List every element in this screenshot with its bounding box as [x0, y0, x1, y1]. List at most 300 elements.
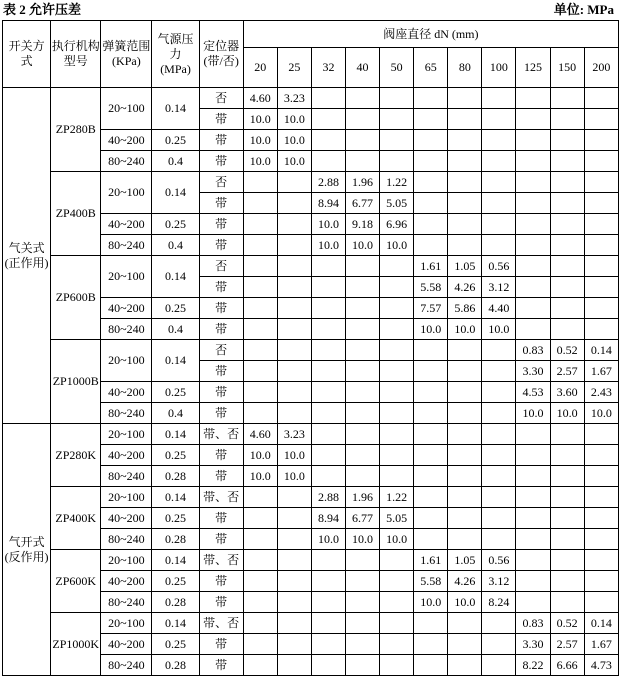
value-cell: 10.0 — [380, 529, 414, 550]
value-cell: 0.56 — [482, 256, 516, 277]
value-cell — [243, 655, 277, 676]
value-cell — [414, 88, 448, 109]
value-cell — [584, 487, 618, 508]
value-cell — [346, 613, 380, 634]
value-cell — [482, 361, 516, 382]
value-cell: 0.83 — [516, 613, 550, 634]
value-cell — [243, 613, 277, 634]
value-cell: 0.52 — [550, 613, 584, 634]
table-body — [3, 88, 619, 676]
diameter-header-cell: 100 — [482, 48, 516, 88]
value-cell: 8.24 — [482, 592, 516, 613]
value-cell — [516, 256, 550, 277]
value-cell — [448, 214, 482, 235]
value-cell — [346, 382, 380, 403]
value-cell: 8.22 — [516, 655, 550, 676]
value-cell — [311, 361, 345, 382]
air-pressure-cell: 0.14 — [152, 424, 199, 445]
spring-range-label: 弹簧范围 — [102, 39, 151, 53]
value-cell — [277, 403, 311, 424]
table-row — [3, 256, 619, 277]
value-cell: 3.12 — [482, 277, 516, 298]
value-cell — [380, 151, 414, 172]
value-cell: 6.96 — [380, 214, 414, 235]
value-cell — [414, 529, 448, 550]
value-cell — [550, 151, 584, 172]
value-cell — [311, 130, 345, 151]
spring-range-cell: 40~200 — [101, 298, 152, 319]
value-cell — [243, 487, 277, 508]
air-pressure-cell: 0.14 — [152, 340, 199, 382]
value-cell — [380, 592, 414, 613]
value-cell: 6.77 — [346, 193, 380, 214]
value-cell — [448, 130, 482, 151]
model-cell: ZP280B — [51, 88, 101, 172]
value-cell: 10.0 — [448, 592, 482, 613]
value-cell — [448, 235, 482, 256]
value-cell — [277, 634, 311, 655]
value-cell — [448, 193, 482, 214]
value-cell — [346, 571, 380, 592]
air-pressure-cell: 0.25 — [152, 214, 199, 235]
value-cell — [448, 655, 482, 676]
value-cell — [516, 445, 550, 466]
positioner-cell: 带 — [199, 151, 243, 172]
value-cell: 1.96 — [346, 487, 380, 508]
value-cell: 10.0 — [277, 466, 311, 487]
value-cell — [380, 361, 414, 382]
value-cell — [380, 550, 414, 571]
value-cell — [380, 655, 414, 676]
spring-range-cell: 40~200 — [101, 382, 152, 403]
value-cell: 10.0 — [380, 235, 414, 256]
diameter-header-cell: 150 — [550, 48, 584, 88]
value-cell — [311, 403, 345, 424]
value-cell — [380, 130, 414, 151]
value-cell — [414, 466, 448, 487]
value-cell — [346, 340, 380, 361]
unit-value: MPa — [587, 2, 614, 17]
value-cell: 10.0 — [311, 235, 345, 256]
value-cell — [311, 550, 345, 571]
value-cell — [550, 592, 584, 613]
value-cell — [482, 613, 516, 634]
value-cell — [346, 403, 380, 424]
value-cell — [448, 382, 482, 403]
spring-range-cell: 20~100 — [101, 340, 152, 382]
value-cell — [380, 403, 414, 424]
value-cell — [584, 298, 618, 319]
value-cell — [277, 340, 311, 361]
value-cell — [482, 487, 516, 508]
value-cell — [243, 529, 277, 550]
value-cell — [277, 193, 311, 214]
value-cell — [516, 277, 550, 298]
value-cell: 2.57 — [550, 634, 584, 655]
value-cell: 3.12 — [482, 571, 516, 592]
value-cell — [584, 592, 618, 613]
title-bar — [0, 0, 620, 20]
table-row — [3, 88, 619, 109]
spring-range-cell: 20~100 — [101, 172, 152, 214]
value-cell — [243, 214, 277, 235]
value-cell — [277, 172, 311, 193]
air-pressure-cell: 0.28 — [152, 655, 199, 676]
value-cell — [311, 424, 345, 445]
value-cell — [277, 235, 311, 256]
diameter-header-cell: 80 — [448, 48, 482, 88]
value-cell — [277, 256, 311, 277]
value-cell — [482, 382, 516, 403]
value-cell — [448, 109, 482, 130]
value-cell: 10.0 — [277, 109, 311, 130]
positioner-cell: 带 — [199, 529, 243, 550]
value-cell — [243, 508, 277, 529]
value-cell — [516, 130, 550, 151]
col-header-seat-diameter: 阀座直径 dN (mm) — [243, 21, 618, 48]
value-cell — [277, 655, 311, 676]
air-pressure-cell: 0.25 — [152, 508, 199, 529]
value-cell — [482, 109, 516, 130]
value-cell: 2.43 — [584, 382, 618, 403]
value-cell — [550, 109, 584, 130]
value-cell: 1.22 — [380, 172, 414, 193]
value-cell — [414, 424, 448, 445]
table-row — [3, 172, 619, 193]
value-cell: 10.0 — [584, 403, 618, 424]
value-cell — [414, 445, 448, 466]
positioner-cell: 带、否 — [199, 487, 243, 508]
value-cell — [380, 445, 414, 466]
air-pressure-cell: 0.25 — [152, 571, 199, 592]
value-cell — [482, 424, 516, 445]
value-cell: 0.56 — [482, 550, 516, 571]
value-cell — [516, 592, 550, 613]
value-cell — [277, 214, 311, 235]
value-cell — [346, 592, 380, 613]
value-cell: 10.0 — [243, 109, 277, 130]
spring-range-cell: 40~200 — [101, 130, 152, 151]
value-cell — [277, 508, 311, 529]
model-cell: ZP1000K — [51, 613, 101, 676]
value-cell — [584, 193, 618, 214]
value-cell — [414, 235, 448, 256]
switch-mode-cell: 气开式(反作用) — [3, 424, 51, 676]
spring-range-cell: 40~200 — [101, 634, 152, 655]
value-cell — [311, 298, 345, 319]
value-cell — [380, 256, 414, 277]
value-cell — [448, 361, 482, 382]
positioner-cell: 带 — [199, 655, 243, 676]
value-cell — [550, 130, 584, 151]
value-cell — [584, 151, 618, 172]
value-cell — [482, 466, 516, 487]
value-cell: 1.22 — [380, 487, 414, 508]
value-cell — [380, 277, 414, 298]
value-cell — [311, 256, 345, 277]
value-cell: 4.26 — [448, 571, 482, 592]
air-pressure-label: 气源压力 — [157, 31, 194, 61]
positioner-cell: 带 — [199, 277, 243, 298]
value-cell: 10.0 — [243, 466, 277, 487]
diameter-header-cell: 50 — [380, 48, 414, 88]
positioner-cell: 带、否 — [199, 550, 243, 571]
value-cell: 4.60 — [243, 88, 277, 109]
value-cell — [414, 613, 448, 634]
value-cell — [516, 109, 550, 130]
value-cell — [243, 403, 277, 424]
diameter-header-cell: 125 — [516, 48, 550, 88]
value-cell — [482, 130, 516, 151]
spring-range-cell: 20~100 — [101, 487, 152, 508]
value-cell — [550, 235, 584, 256]
value-cell — [380, 340, 414, 361]
value-cell — [550, 172, 584, 193]
positioner-cell: 带 — [199, 592, 243, 613]
value-cell: 7.57 — [414, 298, 448, 319]
value-cell — [584, 508, 618, 529]
table-row — [3, 550, 619, 571]
value-cell — [482, 508, 516, 529]
value-cell — [277, 277, 311, 298]
air-pressure-cell: 0.14 — [152, 613, 199, 634]
spring-range-cell: 20~100 — [101, 424, 152, 445]
positioner-cell: 否 — [199, 340, 243, 361]
value-cell — [482, 403, 516, 424]
spring-range-cell: 80~240 — [101, 319, 152, 340]
value-cell — [448, 487, 482, 508]
value-cell — [584, 214, 618, 235]
value-cell — [448, 172, 482, 193]
value-cell — [448, 403, 482, 424]
positioner-cell: 带 — [199, 298, 243, 319]
value-cell — [448, 466, 482, 487]
value-cell — [482, 193, 516, 214]
col-header-positioner: 定位器(带/否) — [199, 21, 243, 88]
value-cell — [448, 151, 482, 172]
value-cell — [584, 277, 618, 298]
value-cell — [448, 424, 482, 445]
value-cell: 5.05 — [380, 508, 414, 529]
positioner-cell: 带 — [199, 634, 243, 655]
spring-range-cell: 80~240 — [101, 655, 152, 676]
value-cell — [550, 487, 584, 508]
value-cell — [380, 382, 414, 403]
value-cell — [346, 130, 380, 151]
value-cell — [516, 214, 550, 235]
value-cell: 8.94 — [311, 508, 345, 529]
model-cell: ZP1000B — [51, 340, 101, 424]
positioner-cell: 否 — [199, 172, 243, 193]
value-cell: 1.05 — [448, 256, 482, 277]
value-cell: 10.0 — [277, 151, 311, 172]
value-cell — [516, 88, 550, 109]
value-cell — [448, 88, 482, 109]
value-cell — [482, 235, 516, 256]
value-cell — [584, 529, 618, 550]
value-cell: 3.60 — [550, 382, 584, 403]
value-cell — [311, 634, 345, 655]
value-cell: 10.0 — [448, 319, 482, 340]
value-cell: 10.0 — [482, 319, 516, 340]
value-cell: 10.0 — [277, 130, 311, 151]
value-cell: 6.66 — [550, 655, 584, 676]
spring-range-cell: 40~200 — [101, 214, 152, 235]
value-cell — [243, 382, 277, 403]
value-cell — [516, 508, 550, 529]
value-cell: 6.77 — [346, 508, 380, 529]
value-cell — [346, 109, 380, 130]
value-cell — [482, 655, 516, 676]
value-cell — [311, 319, 345, 340]
value-cell — [414, 340, 448, 361]
value-cell — [380, 571, 414, 592]
value-cell — [550, 529, 584, 550]
value-cell — [346, 466, 380, 487]
value-cell: 4.53 — [516, 382, 550, 403]
positioner-cell: 带 — [199, 571, 243, 592]
value-cell — [311, 382, 345, 403]
value-cell: 10.0 — [277, 445, 311, 466]
spring-range-cell: 80~240 — [101, 529, 152, 550]
value-cell — [448, 613, 482, 634]
value-cell — [414, 130, 448, 151]
positioner-cell: 带 — [199, 235, 243, 256]
value-cell — [516, 487, 550, 508]
value-cell — [414, 655, 448, 676]
value-cell — [550, 550, 584, 571]
model-cell: ZP600B — [51, 256, 101, 340]
value-cell — [277, 361, 311, 382]
value-cell: 3.30 — [516, 634, 550, 655]
value-cell — [448, 529, 482, 550]
table-title: 表 2 允许压差 — [3, 2, 82, 17]
value-cell — [414, 151, 448, 172]
value-cell — [516, 298, 550, 319]
value-cell — [346, 361, 380, 382]
model-cell: ZP600K — [51, 550, 101, 613]
spring-range-unit: (KPa) — [112, 54, 141, 68]
spring-range-cell: 80~240 — [101, 466, 152, 487]
value-cell — [346, 298, 380, 319]
positioner-cell: 带 — [199, 508, 243, 529]
value-cell — [311, 277, 345, 298]
value-cell — [584, 466, 618, 487]
table-row — [3, 424, 619, 445]
value-cell — [414, 214, 448, 235]
diameter-header-cell: 65 — [414, 48, 448, 88]
value-cell — [482, 445, 516, 466]
spring-range-cell: 40~200 — [101, 445, 152, 466]
value-cell — [516, 172, 550, 193]
value-cell: 10.0 — [243, 130, 277, 151]
value-cell — [584, 550, 618, 571]
allowable-pressure-diff-table — [2, 20, 619, 676]
value-cell: 10.0 — [550, 403, 584, 424]
value-cell — [311, 109, 345, 130]
value-cell: 3.23 — [277, 424, 311, 445]
value-cell — [311, 571, 345, 592]
model-cell: ZP400B — [51, 172, 101, 256]
value-cell — [584, 130, 618, 151]
table-header — [3, 21, 619, 88]
value-cell — [584, 256, 618, 277]
positioner-cell: 带 — [199, 466, 243, 487]
value-cell: 10.0 — [346, 529, 380, 550]
spring-range-cell: 80~240 — [101, 235, 152, 256]
value-cell — [380, 424, 414, 445]
positioner-cell: 带 — [199, 109, 243, 130]
header-row-1 — [3, 21, 619, 48]
value-cell: 4.60 — [243, 424, 277, 445]
air-pressure-cell: 0.25 — [152, 382, 199, 403]
value-cell — [414, 109, 448, 130]
positioner-cell: 否 — [199, 88, 243, 109]
value-cell — [448, 508, 482, 529]
positioner-cell: 带、否 — [199, 613, 243, 634]
value-cell — [277, 550, 311, 571]
value-cell — [516, 466, 550, 487]
air-pressure-cell: 0.28 — [152, 592, 199, 613]
value-cell — [584, 445, 618, 466]
value-cell — [584, 319, 618, 340]
value-cell — [584, 88, 618, 109]
col-header-spring-range — [101, 21, 152, 88]
col-header-switch-mode: 开关方式 — [3, 21, 51, 88]
value-cell — [550, 508, 584, 529]
value-cell — [380, 88, 414, 109]
air-pressure-cell: 0.4 — [152, 151, 199, 172]
air-pressure-cell: 0.28 — [152, 529, 199, 550]
value-cell — [243, 361, 277, 382]
value-cell: 5.58 — [414, 571, 448, 592]
value-cell — [243, 634, 277, 655]
value-cell — [550, 445, 584, 466]
spring-range-cell: 80~240 — [101, 403, 152, 424]
value-cell — [243, 340, 277, 361]
value-cell: 2.57 — [550, 361, 584, 382]
value-cell — [346, 256, 380, 277]
value-cell — [482, 340, 516, 361]
value-cell: 10.0 — [311, 529, 345, 550]
value-cell — [414, 634, 448, 655]
value-cell — [346, 319, 380, 340]
value-cell — [448, 445, 482, 466]
value-cell — [414, 487, 448, 508]
value-cell — [482, 151, 516, 172]
air-pressure-unit: (MPa) — [160, 61, 191, 76]
value-cell: 1.67 — [584, 634, 618, 655]
value-cell — [482, 634, 516, 655]
value-cell — [516, 424, 550, 445]
value-cell — [277, 613, 311, 634]
value-cell — [380, 466, 414, 487]
value-cell: 2.88 — [311, 172, 345, 193]
value-cell: 4.73 — [584, 655, 618, 676]
value-cell — [448, 340, 482, 361]
air-pressure-cell: 0.4 — [152, 403, 199, 424]
positioner-cell: 带 — [199, 214, 243, 235]
value-cell — [311, 613, 345, 634]
air-pressure-cell: 0.14 — [152, 256, 199, 298]
value-cell — [243, 298, 277, 319]
value-cell: 1.61 — [414, 256, 448, 277]
col-header-actuator-model: 执行机构型号 — [51, 21, 101, 88]
diameter-header-cell: 32 — [311, 48, 345, 88]
value-cell: 10.0 — [311, 214, 345, 235]
value-cell: 10.0 — [414, 319, 448, 340]
value-cell: 10.0 — [243, 445, 277, 466]
